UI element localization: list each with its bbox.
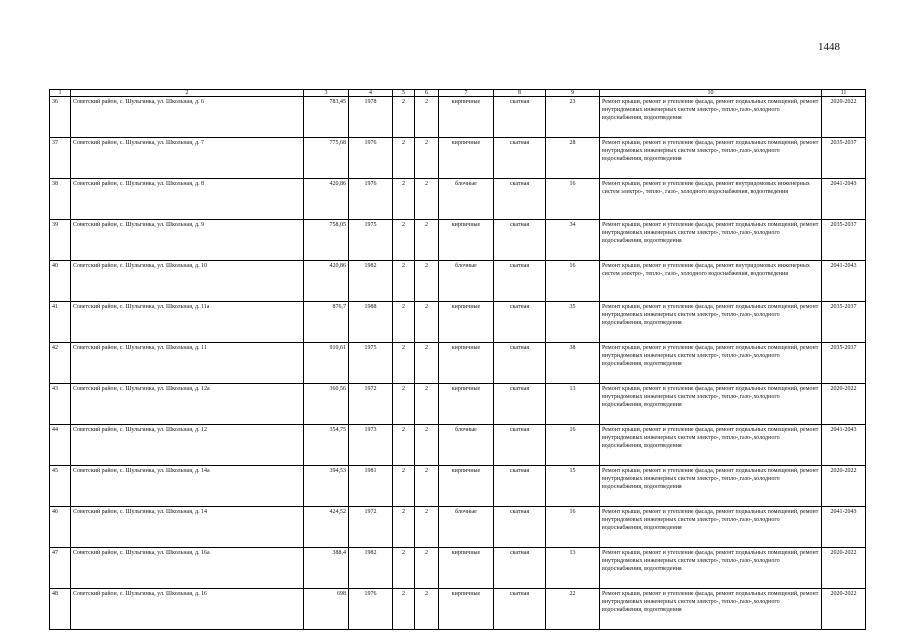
- wall-material-cell: кирпичные: [439, 220, 494, 261]
- entrances-cell: 2: [415, 343, 439, 384]
- roof-type-cell: скатная: [494, 97, 546, 138]
- entrances-cell: 2: [415, 589, 439, 630]
- period-cell: 2020-2022: [822, 548, 866, 589]
- row-number-cell: 38: [50, 179, 71, 220]
- works-list-cell: Ремонт крыши, ремонт и утепление фасада, ремонт подвальных помещений, ремонт внутридомовых инженерных систем электро-, тепло-,газо-,холодного водоснабжения, водоотведения: [600, 589, 822, 630]
- column-header: 11: [822, 90, 866, 97]
- works-list-cell: Ремонт крыши, ремонт и утепление фасада, ремонт подвальных помещений, ремонт внутридомовых инженерных систем электро-, тепло-,газо-,холодного водоснабжения, водоотведения: [600, 384, 822, 425]
- roof-type-cell: скатная: [494, 466, 546, 507]
- period-cell: 2020-2022: [822, 384, 866, 425]
- entrances-cell: 2: [415, 548, 439, 589]
- page-number: 1448: [818, 41, 840, 53]
- wall-material-cell: кирпичные: [439, 343, 494, 384]
- wall-material-cell: кирпичные: [439, 589, 494, 630]
- column-header: 2: [71, 90, 304, 97]
- floors-cell: 2: [393, 302, 415, 343]
- table-row: [50, 138, 866, 179]
- table-row: [50, 384, 866, 425]
- roof-type-cell: скатная: [494, 261, 546, 302]
- year-cell: 1988: [349, 302, 393, 343]
- wall-material-cell: кирпичные: [439, 302, 494, 343]
- row-number-cell: 47: [50, 548, 71, 589]
- area-cell: 420,86: [304, 179, 349, 220]
- wall-material-cell: кирпичные: [439, 548, 494, 589]
- entrances-cell: 2: [415, 261, 439, 302]
- row-number-cell: 45: [50, 466, 71, 507]
- floors-cell: 2: [393, 343, 415, 384]
- area-cell: 876,7: [304, 302, 349, 343]
- year-cell: 1972: [349, 384, 393, 425]
- entrances-cell: 2: [415, 179, 439, 220]
- area-cell: 783,45: [304, 97, 349, 138]
- year-cell: 1976: [349, 589, 393, 630]
- floors-cell: 2: [393, 384, 415, 425]
- address-cell: Советский район, с. Шульгинка, ул. Школьная, д. 8: [71, 179, 304, 220]
- table-row: [50, 507, 866, 548]
- area-cell: 775,68: [304, 138, 349, 179]
- table-row: [50, 179, 866, 220]
- period-cell: 2035-2037: [822, 138, 866, 179]
- residents-cell: 38: [546, 343, 600, 384]
- residents-cell: 35: [546, 302, 600, 343]
- address-cell: Советский район, с. Шульгинка, ул. Школьная, д. 7: [71, 138, 304, 179]
- year-cell: 1976: [349, 179, 393, 220]
- address-cell: Советский район, с. Шульгинка, ул. Школьная, д. 6: [71, 97, 304, 138]
- column-header: 6: [415, 90, 439, 97]
- works-list-cell: Ремонт крыши, ремонт и утепление фасада, ремонт подвальных помещений, ремонт внутридомовых инженерных систем электро-, тепло-,газо-,холодного водоснабжения, водоотведения: [600, 425, 822, 466]
- residents-cell: 22: [546, 589, 600, 630]
- residents-cell: 16: [546, 425, 600, 466]
- period-cell: 2041-2043: [822, 261, 866, 302]
- column-header: 8: [494, 90, 546, 97]
- entrances-cell: 2: [415, 97, 439, 138]
- year-cell: 1981: [349, 466, 393, 507]
- table-row: [50, 548, 866, 589]
- row-number-cell: 42: [50, 343, 71, 384]
- period-cell: 2041-2043: [822, 179, 866, 220]
- floors-cell: 2: [393, 179, 415, 220]
- address-cell: Советский район, с. Шульгинка, ул. Школьная, д. 14: [71, 507, 304, 548]
- address-cell: Советский район, с. Шульгинка, ул. Школьная, д. 16а: [71, 548, 304, 589]
- residents-cell: 28: [546, 138, 600, 179]
- period-cell: 2041-2043: [822, 425, 866, 466]
- roof-type-cell: скатная: [494, 589, 546, 630]
- column-header: 9: [546, 90, 600, 97]
- column-header: 10: [600, 90, 822, 97]
- entrances-cell: 2: [415, 507, 439, 548]
- period-cell: 2035-2037: [822, 220, 866, 261]
- floors-cell: 2: [393, 425, 415, 466]
- column-header: 7: [439, 90, 494, 97]
- column-header: 3: [304, 90, 349, 97]
- entrances-cell: 2: [415, 138, 439, 179]
- table-row: [50, 261, 866, 302]
- table-body: [50, 97, 866, 630]
- area-cell: 420,86: [304, 261, 349, 302]
- floors-cell: 2: [393, 507, 415, 548]
- wall-material-cell: кирпичные: [439, 97, 494, 138]
- period-cell: 2020-2022: [822, 97, 866, 138]
- period-cell: 2035-2037: [822, 343, 866, 384]
- floors-cell: 2: [393, 97, 415, 138]
- roof-type-cell: скатная: [494, 138, 546, 179]
- floors-cell: 2: [393, 220, 415, 261]
- table-row: [50, 589, 866, 630]
- year-cell: 1972: [349, 507, 393, 548]
- residents-cell: 16: [546, 507, 600, 548]
- floors-cell: 2: [393, 138, 415, 179]
- roof-type-cell: скатная: [494, 548, 546, 589]
- floors-cell: 2: [393, 548, 415, 589]
- year-cell: 1978: [349, 97, 393, 138]
- year-cell: 1976: [349, 138, 393, 179]
- works-list-cell: Ремонт крыши, ремонт и утепление фасада, ремонт подвальных помещений, ремонт внутридомовых инженерных систем электро-, тепло-,газо-,холодного водоснабжения, водоотведения: [600, 302, 822, 343]
- table-row: [50, 97, 866, 138]
- residents-cell: 13: [546, 548, 600, 589]
- address-cell: Советский район, с. Шульгинка, ул. Школьная, д. 12а: [71, 384, 304, 425]
- roof-type-cell: скатная: [494, 425, 546, 466]
- row-number-cell: 44: [50, 425, 71, 466]
- area-cell: 910,61: [304, 343, 349, 384]
- table-row: [50, 220, 866, 261]
- floors-cell: 2: [393, 466, 415, 507]
- row-number-cell: 39: [50, 220, 71, 261]
- residents-cell: 16: [546, 261, 600, 302]
- header-row: [50, 90, 866, 97]
- address-cell: Советский район, с. Шульгинка, ул. Школьная, д. 12: [71, 425, 304, 466]
- wall-material-cell: блочные: [439, 261, 494, 302]
- period-cell: 2020-2022: [822, 466, 866, 507]
- row-number-cell: 46: [50, 507, 71, 548]
- table-row: [50, 425, 866, 466]
- entrances-cell: 2: [415, 466, 439, 507]
- area-cell: 354,75: [304, 425, 349, 466]
- roof-type-cell: скатная: [494, 220, 546, 261]
- area-cell: 388,4: [304, 548, 349, 589]
- entrances-cell: 2: [415, 384, 439, 425]
- row-number-cell: 41: [50, 302, 71, 343]
- entrances-cell: 2: [415, 425, 439, 466]
- table-row: [50, 466, 866, 507]
- floors-cell: 2: [393, 589, 415, 630]
- works-list-cell: Ремонт крыши, ремонт и утепление фасада, ремонт подвальных помещений, ремонт внутридомовых инженерных систем электро-, тепло-,газо-,холодного водоснабжения, водоотведения: [600, 138, 822, 179]
- area-cell: 424,52: [304, 507, 349, 548]
- column-header: 4: [349, 90, 393, 97]
- roof-type-cell: скатная: [494, 507, 546, 548]
- column-header: 5: [393, 90, 415, 97]
- entrances-cell: 2: [415, 302, 439, 343]
- wall-material-cell: кирпичные: [439, 384, 494, 425]
- residents-cell: 15: [546, 466, 600, 507]
- wall-material-cell: кирпичные: [439, 138, 494, 179]
- residents-cell: 34: [546, 220, 600, 261]
- roof-type-cell: скатная: [494, 302, 546, 343]
- floors-cell: 2: [393, 261, 415, 302]
- wall-material-cell: кирпичные: [439, 466, 494, 507]
- address-cell: Советский район, с. Шульгинка, ул. Школьная, д. 16: [71, 589, 304, 630]
- year-cell: 1982: [349, 261, 393, 302]
- entrances-cell: 2: [415, 220, 439, 261]
- residents-cell: 13: [546, 384, 600, 425]
- area-cell: 758,05: [304, 220, 349, 261]
- roof-type-cell: скатная: [494, 384, 546, 425]
- wall-material-cell: блочные: [439, 425, 494, 466]
- table-header: [50, 90, 866, 97]
- year-cell: 1973: [349, 425, 393, 466]
- address-cell: Советский район, с. Шульгинка, ул. Школьная, д. 10: [71, 261, 304, 302]
- works-list-cell: Ремонт крыши, ремонт и утепление фасада, ремонт подвальных помещений, ремонт внутридомовых инженерных систем электро-, тепло-,газо-,холодного водоснабжения, водоотведения: [600, 97, 822, 138]
- works-list-cell: Ремонт крыши, ремонт и утепление фасада, ремонт подвальных помещений, ремонт внутридомовых инженерных систем электро-, тепло-,газо-,холодного водоснабжения, водоотведения: [600, 466, 822, 507]
- works-list-cell: Ремонт крыши, ремонт и утепление фасада, ремонт внутридомовых инженерных систем электро-, тепло-, газо-, холодного водоснабжения, водоотведения: [600, 179, 822, 220]
- period-cell: 2041-2043: [822, 507, 866, 548]
- row-number-cell: 48: [50, 589, 71, 630]
- year-cell: 1982: [349, 548, 393, 589]
- residents-cell: 16: [546, 179, 600, 220]
- works-list-cell: Ремонт крыши, ремонт и утепление фасада, ремонт внутридомовых инженерных систем электро-, тепло-, газо-, холодного водоснабжения, водоотведения: [600, 261, 822, 302]
- period-cell: 2020-2022: [822, 589, 866, 630]
- works-list-cell: Ремонт крыши, ремонт и утепление фасада, ремонт подвальных помещений, ремонт внутридомовых инженерных систем электро-, тепло-,газо-,холодного водоснабжения, водоотведения: [600, 548, 822, 589]
- table-row: [50, 302, 866, 343]
- address-cell: Советский район, с. Шульгинка, ул. Школьная, д. 11: [71, 343, 304, 384]
- table-row: [50, 343, 866, 384]
- residents-cell: 23: [546, 97, 600, 138]
- row-number-cell: 43: [50, 384, 71, 425]
- address-cell: Советский район, с. Шульгинка, ул. Школьная, д. 9: [71, 220, 304, 261]
- roof-type-cell: скатная: [494, 179, 546, 220]
- wall-material-cell: блочные: [439, 507, 494, 548]
- works-list-cell: Ремонт крыши, ремонт и утепление фасада, ремонт подвальных помещений, ремонт внутридомовых инженерных систем электро-, тепло-,газо-,холодного водоснабжения, водоотведения: [600, 343, 822, 384]
- housing-register-table: [49, 89, 866, 630]
- row-number-cell: 40: [50, 261, 71, 302]
- address-cell: Советский район, с. Шульгинка, ул. Школьная, д. 14а: [71, 466, 304, 507]
- area-cell: 360,56: [304, 384, 349, 425]
- column-header: 1: [50, 90, 71, 97]
- period-cell: 2035-2037: [822, 302, 866, 343]
- roof-type-cell: скатная: [494, 343, 546, 384]
- wall-material-cell: блочные: [439, 179, 494, 220]
- year-cell: 1975: [349, 343, 393, 384]
- area-cell: 394,53: [304, 466, 349, 507]
- year-cell: 1975: [349, 220, 393, 261]
- works-list-cell: Ремонт крыши, ремонт и утепление фасада, ремонт подвальных помещений, ремонт внутридомовых инженерных систем электро-, тепло-,газо-,холодного водоснабжения, водоотведения: [600, 507, 822, 548]
- area-cell: 698: [304, 589, 349, 630]
- address-cell: Советский район, с. Шульгинка, ул. Школьная, д. 11а: [71, 302, 304, 343]
- row-number-cell: 36: [50, 97, 71, 138]
- works-list-cell: Ремонт крыши, ремонт и утепление фасада, ремонт подвальных помещений, ремонт внутридомовых инженерных систем электро-, тепло-,газо-,холодного водоснабжения, водоотведения: [600, 220, 822, 261]
- row-number-cell: 37: [50, 138, 71, 179]
